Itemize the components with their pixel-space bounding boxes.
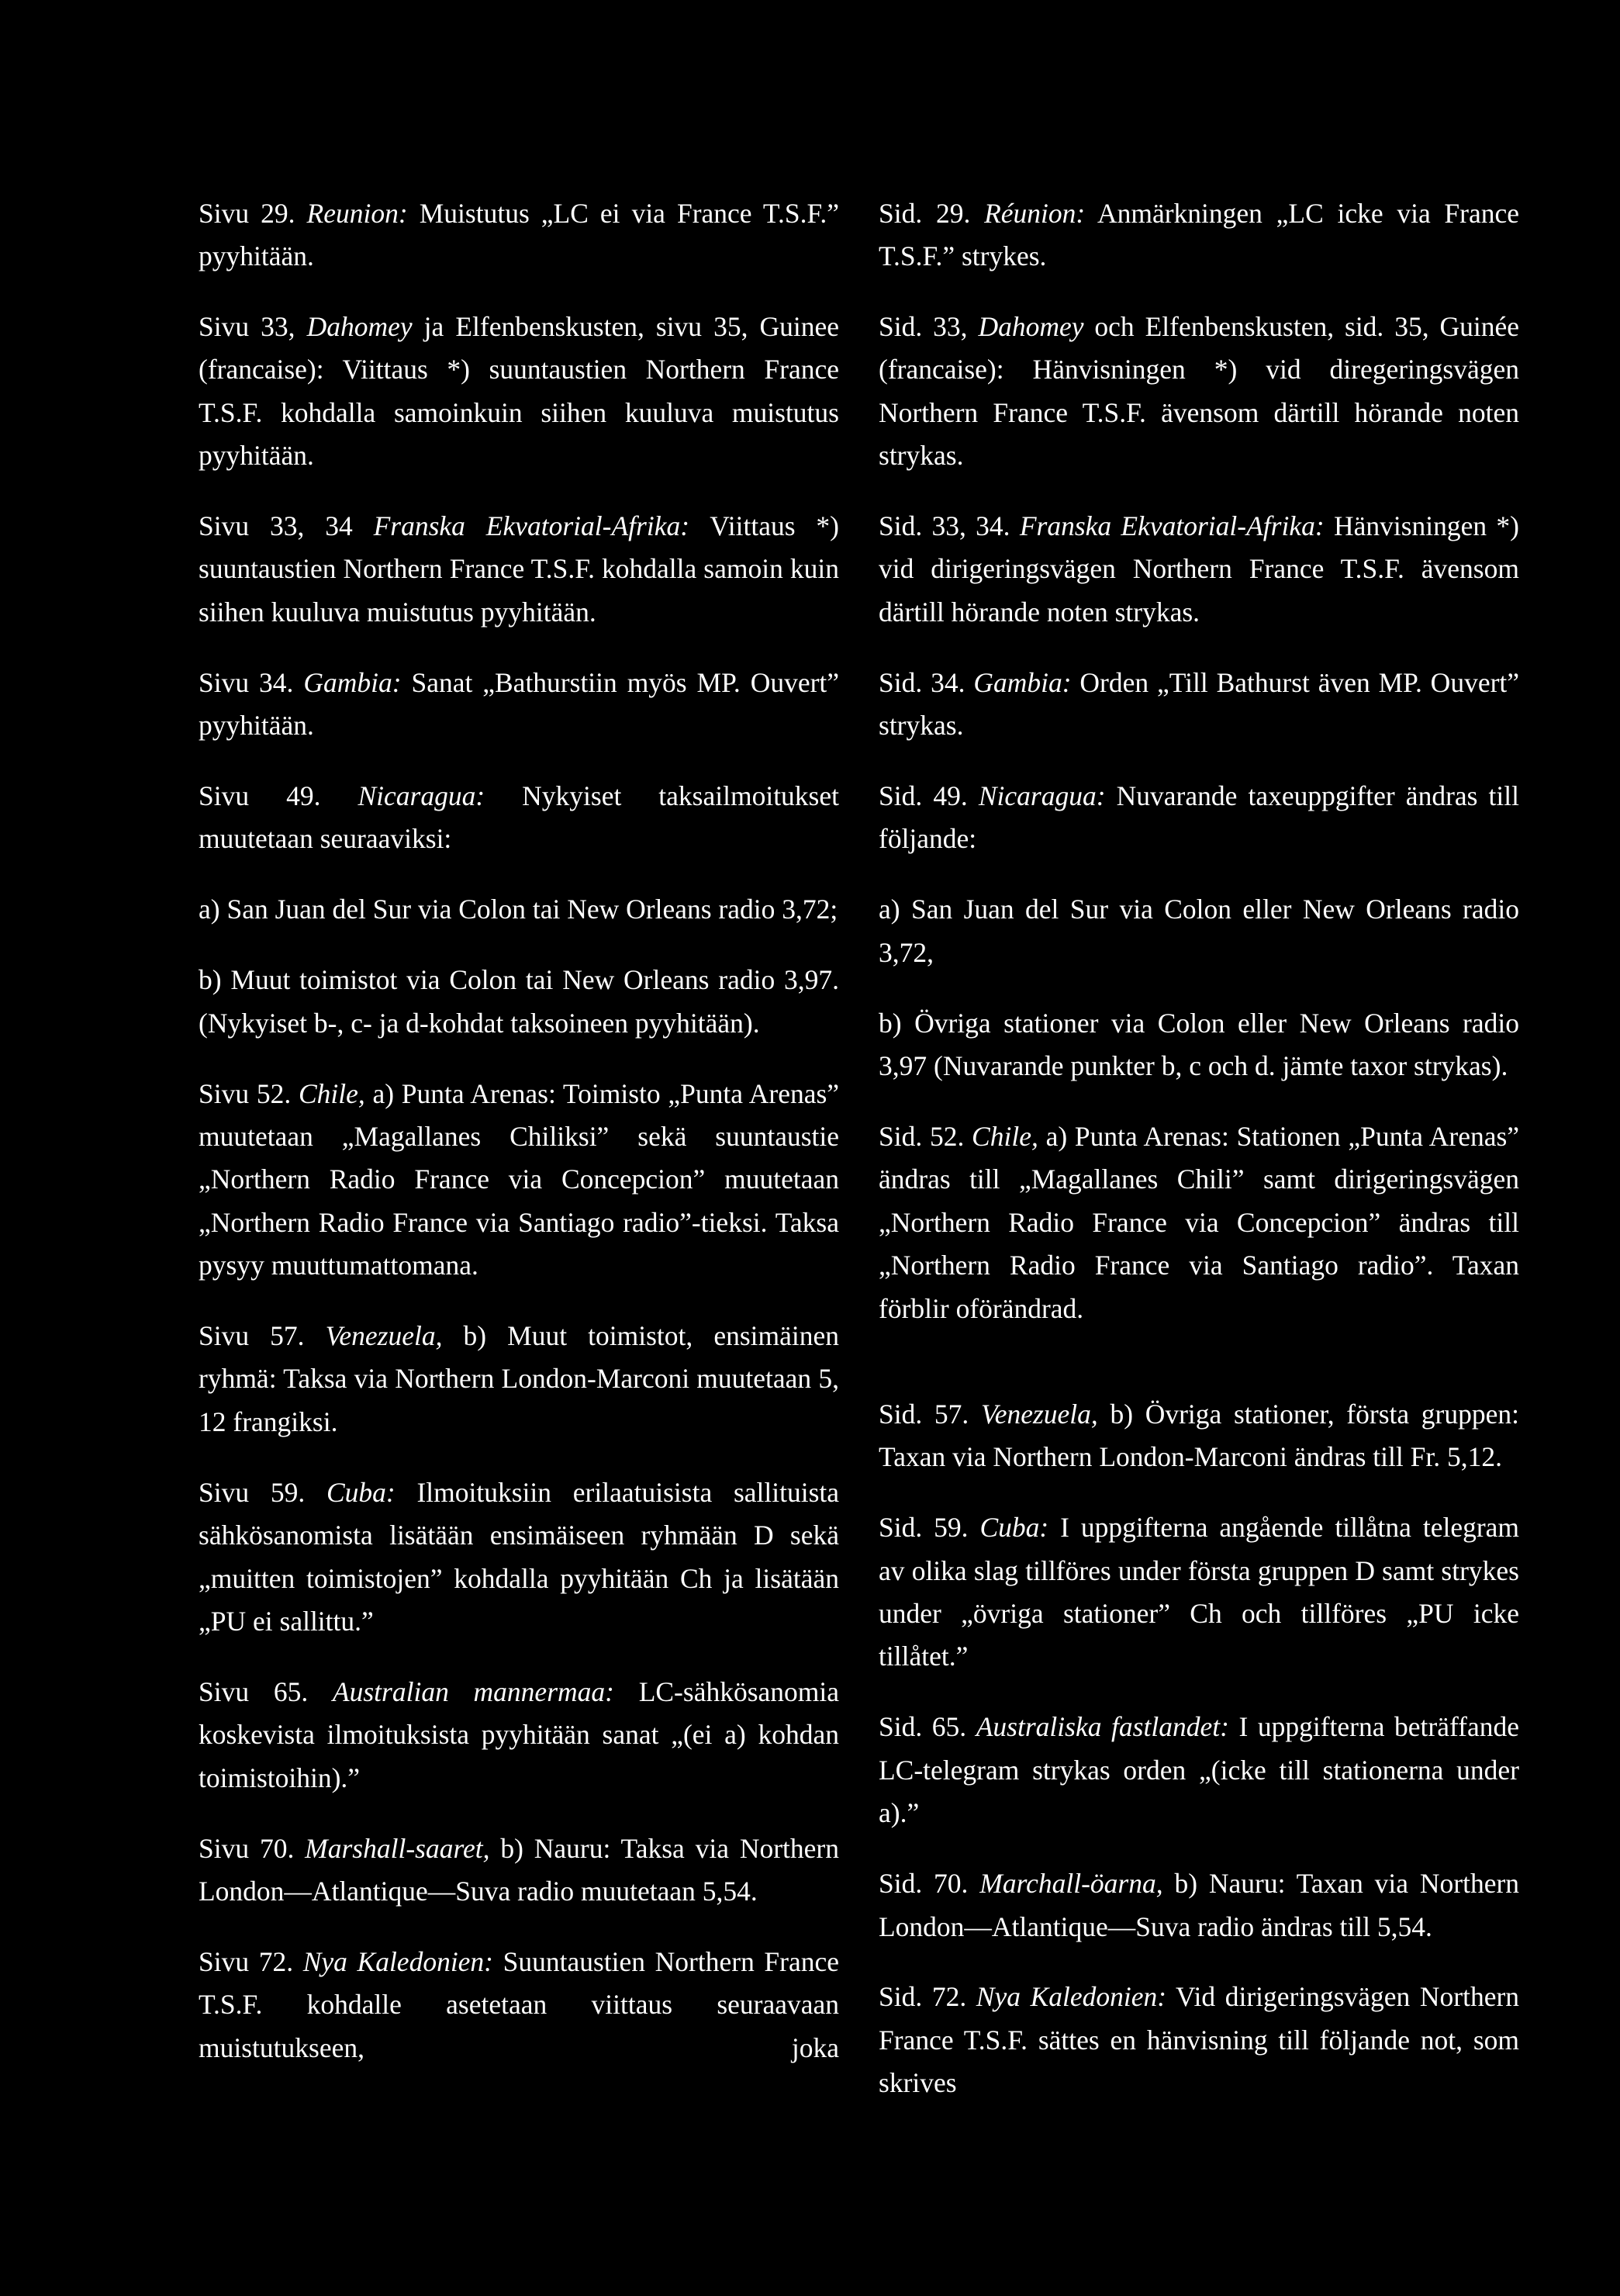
paragraph: Sivu 34. Gambia: Sanat „Bathurstiin myös MP. Ouvert” pyyhitään. <box>199 666 840 742</box>
paragraph: Sid. 29. Réunion: Anmärkningen „LC icke via France T.S.F.” strykes. <box>879 197 1520 271</box>
paragraph: Sid. 59. Cuba: I uppgifterna angående tillåtna telegram av olika slag tillföres under första gruppen D samt strykes under „övriga stationer” Ch och tillföres „PU icke tillåtet.” <box>879 1512 1520 1672</box>
paragraph: Sivu 65. Australian mannermaa: LC-sähkösanomia koskevista ilmoituksista pyyhitään sanat „(ei a) kohdan toimistoihin).” <box>199 1675 839 1793</box>
paragraph: Sid. 33, 34. Franska Ekvatorial-Afrika: Hänvisningen *) vid dirigeringsvägen Northern France T.S.F. ävensom därtill hörande noten strykas. <box>879 510 1519 628</box>
paragraph: Sivu 70. Marshall-saaret, b) Nauru: Taksa via Northern London—Atlantique—Suva radio muutetaan 5,54. <box>199 1832 839 1907</box>
finnish-column <box>199 164 839 2097</box>
paragraph: Sid. 49. Nicaragua: Nuvarande taxeuppgifter ändras till följande: <box>879 780 1520 855</box>
paragraph: Sid. 52. Chile, a) Punta Arenas: Stationen „Punta Arenas” ändras till „Magallanes Chili” samt dirigeringsvägen „Northern Radio France via Concepcion” ändras till „Northern Radio France via Santiago radio”. Taxan förblir oförändrad. <box>879 1120 1520 1324</box>
paragraph: Sid. 72. Nya Kaledonien: Vid dirigeringsvägen Northern France T.S.F. sättes en hänvisning till följande not, som skrives <box>879 1981 1520 2099</box>
paragraph: Sivu 59. Cuba: Ilmoituksiin erilaatuisista sallituista sähkösanomista lisätään ensimäiseen ryhmään D sekä „muitten toimistojen” kohdalla pyyhitään Ch ja lisätään „PU ei sallittu.” <box>199 1476 840 1637</box>
paragraph: Sid. 34. Gambia: Orden „Till Bathurst även MP. Ouvert” strykas. <box>879 666 1520 742</box>
swedish-column <box>879 164 1519 2132</box>
paragraph: b) Övriga stationer via Colon eller New Orleans radio 3,97 (Nuvarande punkter b, c och d. jämte taxor strykas). <box>879 1007 1519 1081</box>
paragraph: Sid. 65. Australiska fastlandet: I uppgifterna beträffande LC-telegram strykas orden „(icke till stationerna under a).” <box>879 1711 1520 1829</box>
paragraph: b) Muut toimistot via Colon tai New Orleans radio 3,97. (Nykyiset b-, c- ja d-kohdat taksoineen pyyhitään). <box>199 964 839 1039</box>
paragraph: a) San Juan del Sur via Colon eller New Orleans radio 3,72, <box>879 894 1519 968</box>
paragraph: Sivu 49. Nicaragua: Nykyiset taksailmoitukset muutetaan seuraaviksi: <box>199 780 839 855</box>
paragraph: Sid. 57. Venezuela, b) Övriga stationer, första gruppen: Taxan via Northern London-Marconi ändras till Fr. 5,12. <box>879 1398 1519 1473</box>
paragraph: Sivu 72. Nya Kaledonien: Suuntaustien Northern France T.S.F. kohdalle asetetaan viittaus seuraavaan muistutukseen, joka <box>199 1945 840 2063</box>
paragraph: Sid. 33, Dahomey och Elfenbenskusten, sid. 35, Guinée (francaise): Hänvisningen *) vid diregeringsvägen Northern France T.S.F. ävensom därtill hörande noten strykas. <box>879 310 1520 472</box>
paragraph: Sivu 33, 34 Franska Ekvatorial-Afrika: Viittaus *) suuntaustien Northern France T.S.F. kohdalla samoin kuin siihen kuuluva muistutus pyyhitään. <box>199 510 840 628</box>
paragraph: Sivu 33, Dahomey ja Elfenbenskusten, sivu 35, Guinee (francaise): Viittaus *) suuntaustien Northern France T.S.F. kohdalla samoinkuin siihen kuuluva muistutus pyyhitään. <box>199 310 840 472</box>
paragraph: Sivu 57. Venezuela, b) Muut toimistot, ensimäinen ryhmä: Taksa via Northern London-Marconi muutetaan 5, 12 frangiksi. <box>199 1320 840 1437</box>
paragraph: Sivu 52. Chile, a) Punta Arenas: Toimisto „Punta Arenas” muutetaan „Magallanes Chiliksi” sekä suuntaustie „Northern Radio France via Concepcion” muutetaan „Northern Radio France via Santiago radio”-tieksi. Taksa pysyy muuttumattomana. <box>199 1077 840 1281</box>
paragraph: Sivu 29. Reunion: Muistutus „LC ei via France T.S.F.” pyyhitään. <box>199 197 840 271</box>
paragraph: Sid. 70. Marchall-öarna, b) Nauru: Taxan via Northern London—Atlantique—Suva radio ändras till 5,54. <box>879 1868 1520 1942</box>
paragraph: a) San Juan del Sur via Colon tai New Orleans radio 3,72; <box>199 894 838 925</box>
